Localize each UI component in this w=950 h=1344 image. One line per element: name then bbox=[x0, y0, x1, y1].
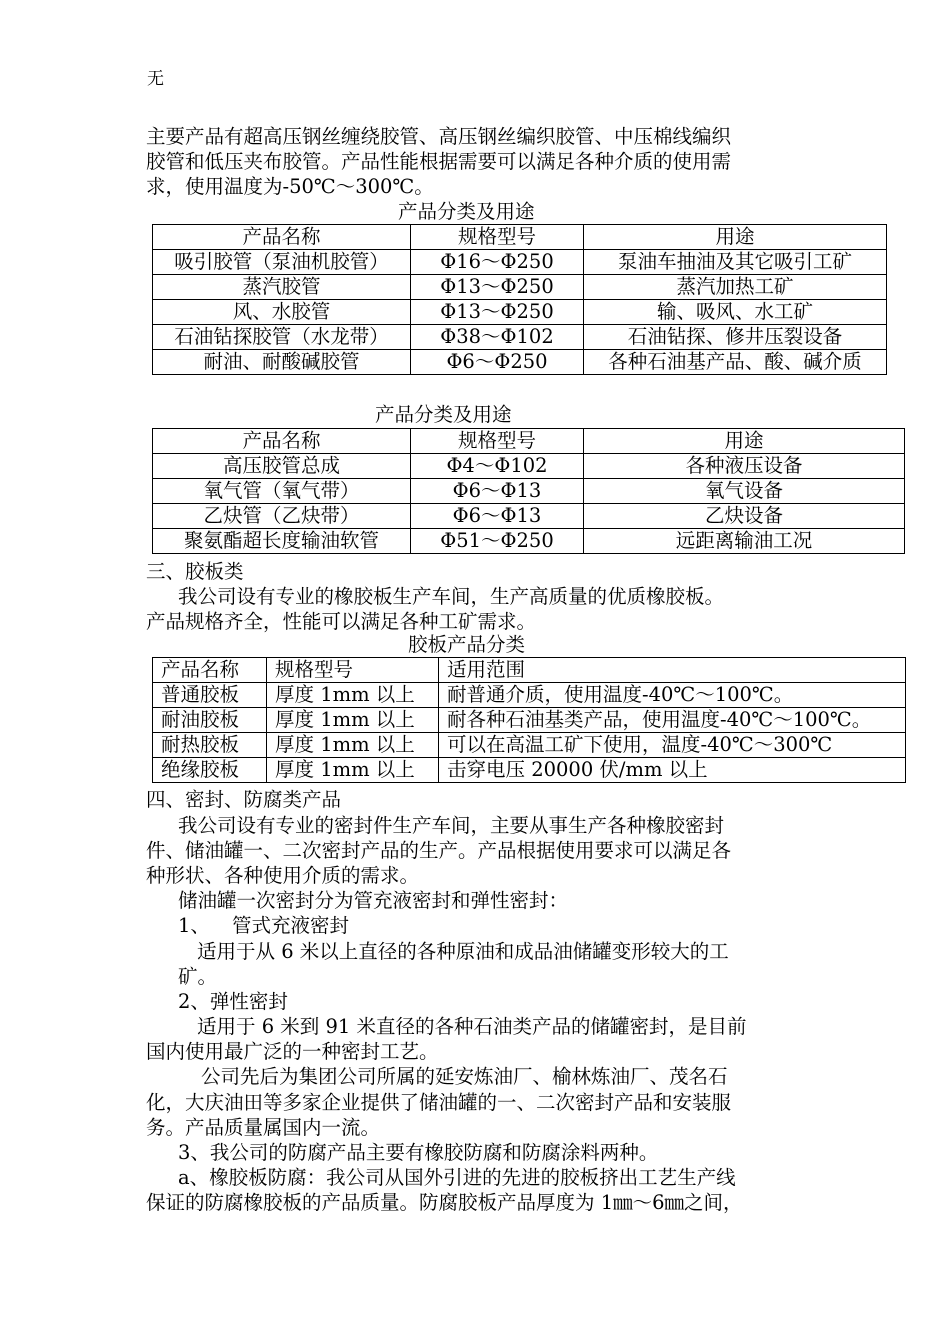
table-cell: 吸引胶管（泵油机胶管） bbox=[153, 250, 411, 275]
table-row bbox=[153, 529, 905, 554]
table-row bbox=[153, 683, 906, 708]
table-cell: 厚度 1mm 以上 bbox=[267, 733, 439, 758]
table-cell: 聚氨酯超长度输油软管 bbox=[153, 529, 411, 554]
item1-number: 1、 bbox=[178, 914, 210, 937]
table-header-row bbox=[153, 225, 887, 250]
table-row bbox=[153, 454, 905, 479]
table-cell: 耐油、耐酸碱胶管 bbox=[153, 350, 411, 375]
table-header-cell: 规格型号 bbox=[411, 225, 584, 250]
table-header-cell: 用途 bbox=[584, 429, 905, 454]
table-cell: 高压胶管总成 bbox=[153, 454, 411, 479]
table-header-cell: 用途 bbox=[584, 225, 887, 250]
table-cell: 泵油车抽油及其它吸引工矿 bbox=[584, 250, 887, 275]
table-cell: Φ4～Φ102 bbox=[411, 454, 584, 479]
table-cell: Φ13～Φ250 bbox=[411, 275, 584, 300]
table-cell: Φ6～Φ13 bbox=[411, 479, 584, 504]
table3-caption: 胶板产品分类 bbox=[408, 633, 526, 656]
table-cell: 乙炔设备 bbox=[584, 504, 905, 529]
section4-p1-line: 件、储油罐一、二次密封产品的生产。产品根据使用要求可以满足各 bbox=[146, 839, 732, 862]
intro-line: 主要产品有超高压钢丝缠绕胶管、高压钢丝编织胶管、中压棉线编织 bbox=[146, 125, 732, 148]
section3-heading: 三、胶板类 bbox=[146, 560, 244, 583]
item2-desc-line: 国内使用最广泛的一种密封工艺。 bbox=[146, 1040, 439, 1063]
table-cell: 风、水胶管 bbox=[153, 300, 411, 325]
table-cell: 石油钻探胶管（水龙带） bbox=[153, 325, 411, 350]
item2-desc-line: 适用于 6 米到 91 米直径的各种石油类产品的储罐密封，是目前 bbox=[197, 1015, 747, 1038]
table-cell: 氧气管（氧气带） bbox=[153, 479, 411, 504]
table-row bbox=[153, 275, 887, 300]
table-cell: Φ16～Φ250 bbox=[411, 250, 584, 275]
table-cell: 厚度 1mm 以上 bbox=[267, 708, 439, 733]
table-header-row bbox=[153, 658, 906, 683]
table-header-cell: 规格型号 bbox=[267, 658, 439, 683]
section3-line: 产品规格齐全，性能可以满足各种工矿需求。 bbox=[146, 610, 537, 633]
table-header-cell: 适用范围 bbox=[439, 658, 906, 683]
table-cell: 各种液压设备 bbox=[584, 454, 905, 479]
section4-p5-line: 保证的防腐橡胶板的产品质量。防腐胶板产品厚度为 1㎜～6㎜之间， bbox=[146, 1191, 743, 1214]
table2-caption: 产品分类及用途 bbox=[375, 403, 512, 426]
table-cell: Φ6～Φ250 bbox=[411, 350, 584, 375]
table-header-cell: 产品名称 bbox=[153, 658, 267, 683]
table-cell: 可以在高温工矿下使用，温度-40℃～300℃ bbox=[439, 733, 906, 758]
section4-p3-line: 公司先后为集团公司所属的延安炼油厂、榆林炼油厂、茂名石 bbox=[201, 1065, 728, 1088]
section4-p2: 储油罐一次密封分为管充液密封和弹性密封： bbox=[178, 889, 569, 912]
intro-line: 胶管和低压夹布胶管。产品性能根据需要可以满足各种介质的使用需 bbox=[146, 150, 732, 173]
table-row bbox=[153, 733, 906, 758]
table-cell: 绝缘胶板 bbox=[153, 758, 267, 783]
table-cell: 蒸汽加热工矿 bbox=[584, 275, 887, 300]
rubber-sheet-table bbox=[152, 657, 906, 783]
section4-p4: 3、我公司的防腐产品主要有橡胶防腐和防腐涂料两种。 bbox=[178, 1141, 659, 1164]
section4-p1-line: 我公司设有专业的密封件生产车间，主要从事生产各种橡胶密封 bbox=[178, 814, 725, 837]
table-cell: 耐各种石油基类产品，使用温度-40℃～100℃。 bbox=[439, 708, 906, 733]
table-cell: 各种石油基产品、酸、碱介质 bbox=[584, 350, 887, 375]
table-cell: Φ38～Φ102 bbox=[411, 325, 584, 350]
section4-p1-line: 种形状、各种使用介质的需求。 bbox=[146, 864, 420, 887]
table-cell: 氧气设备 bbox=[584, 479, 905, 504]
table-cell: 耐普通介质，使用温度-40℃～100℃。 bbox=[439, 683, 906, 708]
table-row bbox=[153, 479, 905, 504]
table-cell: 输、吸风、水工矿 bbox=[584, 300, 887, 325]
table-row bbox=[153, 325, 887, 350]
table-cell: 耐热胶板 bbox=[153, 733, 267, 758]
table-cell: Φ51～Φ250 bbox=[411, 529, 584, 554]
section4-p3-line: 化，大庆油田等多家企业提供了储油罐的一、二次密封产品和安装服 bbox=[146, 1091, 732, 1114]
intro-line: 求，使用温度为-50℃～300℃。 bbox=[146, 175, 434, 198]
table-row bbox=[153, 504, 905, 529]
table-row bbox=[153, 350, 887, 375]
table-row bbox=[153, 708, 906, 733]
table-row bbox=[153, 758, 906, 783]
table-cell: Φ6～Φ13 bbox=[411, 504, 584, 529]
table-cell: 普通胶板 bbox=[153, 683, 267, 708]
section3-line: 我公司设有专业的橡胶板生产车间，生产高质量的优质橡胶板。 bbox=[178, 585, 725, 608]
item2-heading: 2、弹性密封 bbox=[178, 990, 288, 1013]
table-cell: Φ13～Φ250 bbox=[411, 300, 584, 325]
table-cell: 击穿电压 20000 伏/mm 以上 bbox=[439, 758, 906, 783]
table-header-row bbox=[153, 429, 905, 454]
table-cell: 厚度 1mm 以上 bbox=[267, 683, 439, 708]
product-table-1 bbox=[152, 224, 887, 375]
item1-label: 管式充液密封 bbox=[232, 914, 350, 937]
section4-p5-line: a、橡胶板防腐：我公司从国外引进的先进的胶板挤出工艺生产线 bbox=[178, 1166, 736, 1189]
item1-desc-line: 适用于从 6 米以上直径的各种原油和成品油储罐变形较大的工 bbox=[197, 940, 729, 963]
product-table-2 bbox=[152, 428, 905, 554]
table-row bbox=[153, 300, 887, 325]
section4-p3-line: 务。产品质量属国内一流。 bbox=[146, 1116, 381, 1139]
table-cell: 蒸汽胶管 bbox=[153, 275, 411, 300]
table-header-cell: 规格型号 bbox=[411, 429, 584, 454]
table-header-cell: 产品名称 bbox=[153, 225, 411, 250]
table-cell: 石油钻探、修井压裂设备 bbox=[584, 325, 887, 350]
table-cell: 乙炔管（乙炔带） bbox=[153, 504, 411, 529]
table-cell: 耐油胶板 bbox=[153, 708, 267, 733]
item1-desc-line: 矿。 bbox=[178, 965, 218, 988]
header-mark: 无 bbox=[147, 69, 164, 89]
section4-heading: 四、密封、防腐类产品 bbox=[146, 788, 342, 811]
table1-caption: 产品分类及用途 bbox=[398, 200, 535, 223]
table-header-cell: 产品名称 bbox=[153, 429, 411, 454]
table-cell: 远距离输油工况 bbox=[584, 529, 905, 554]
table-row bbox=[153, 250, 887, 275]
table-cell: 厚度 1mm 以上 bbox=[267, 758, 439, 783]
